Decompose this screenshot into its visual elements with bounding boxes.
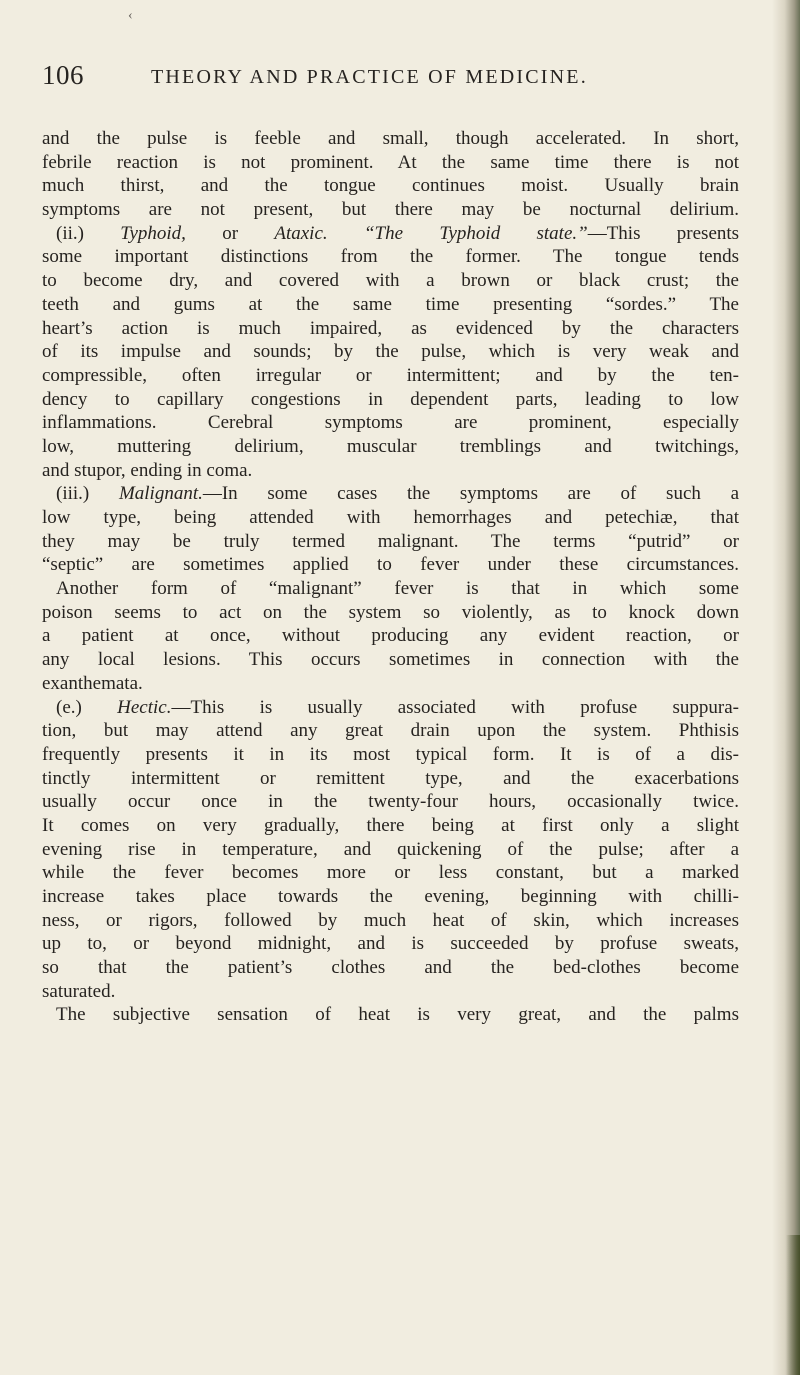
text-line: exanthemata. <box>42 672 143 694</box>
running-head: THEORY AND PRACTICE OF MEDICINE. <box>151 66 588 88</box>
page-header <box>42 60 742 100</box>
text-line: compressible, often irregular or intermittent; and by the ten- <box>42 364 739 386</box>
text-line: while the fever becomes more or less constant, but a marked <box>42 862 739 884</box>
page-edge-shadow <box>772 0 800 1375</box>
text-line: they may be truly termed malignant. The terms “putrid” or <box>42 530 739 552</box>
section-title-italic: Hectic. <box>117 696 172 718</box>
text-line: ness, or rigors, followed by much heat of skin, which increases <box>42 909 739 931</box>
text-line: much thirst, and the tongue continues moist. Usually brain <box>42 175 739 197</box>
body-text <box>42 127 739 1027</box>
section-heading-line-typhoid <box>42 222 739 246</box>
text-line: to become dry, and covered with a brown or black crust; the <box>42 270 739 292</box>
connector-word: or <box>222 222 239 244</box>
text-line: low type, being attended with hemorrhages and petechiæ, that <box>42 507 739 528</box>
text-line: symptoms are not present, but there may be nocturnal delirium. <box>42 199 739 221</box>
text-line: of its impulse and sounds; by the pulse, which is very weak and <box>42 341 739 363</box>
text-line: and stupor, ending in coma. <box>42 459 253 481</box>
section-label: (e.) <box>56 696 82 718</box>
text-line: up to, or beyond midnight, and is succeeded by profuse sweats, <box>42 933 739 955</box>
section-lead-text: —In some cases the symptoms are of such a <box>202 483 739 505</box>
text-line: teeth and gums at the same time presenting “sordes.” The <box>42 293 739 315</box>
text-line: It comes on very gradually, there being at first only a slight <box>42 814 739 836</box>
section-label: (iii.) <box>56 483 90 505</box>
section-lead-text: —This is usually associated with profuse suppura- <box>171 696 740 718</box>
text-line: some important distinctions from the former. The tongue tends <box>42 246 739 268</box>
text-line: febrile reaction is not prominent. At the same time there is not <box>42 151 739 173</box>
text-line: evening rise in temperature, and quickening of the pulse; after a <box>42 838 739 860</box>
top-mark: ‹ <box>128 8 133 23</box>
text-line: a patient at once, without producing any evident reaction, or <box>42 625 739 647</box>
section-title-italic: Typhoid, <box>120 222 186 244</box>
text-line: heart’s action is much impaired, as evidenced by the characters <box>42 317 739 339</box>
text-line: dency to capillary congestions in dependent parts, leading to low <box>42 388 739 410</box>
text-line: inflammations. Cerebral symptoms are prominent, especially <box>42 412 739 434</box>
text-line: tinctly intermittent or remittent type, and the exacerbations <box>42 767 739 789</box>
section-title-italic: “The Typhoid state.” <box>363 222 588 244</box>
section-title-italic: Ataxic. <box>274 222 328 244</box>
section-heading-line-malignant <box>42 482 739 506</box>
section-title-italic: Malignant. <box>118 483 203 505</box>
text-line: low, muttering delirium, muscular tremblings and twitchings, <box>42 435 739 457</box>
text-line: so that the patient’s clothes and the bed-clothes become <box>42 957 739 979</box>
text-line: tion, but may attend any great drain upon the system. Phthisis <box>42 720 739 742</box>
text-line: usually occur once in the twenty-four hours, occasionally twice. <box>42 791 739 813</box>
text-line: saturated. <box>42 980 116 1002</box>
text-line: The subjective sensation of heat is very great, and the palms <box>56 1004 739 1026</box>
text-line: increase takes place towards the evening, beginning with chilli- <box>42 886 739 907</box>
page-edge-shadow-bottom <box>786 1235 800 1375</box>
text-line: Another form of “malignant” fever is that in which some <box>56 578 739 600</box>
section-lead-text: —This presents <box>587 222 740 244</box>
text-line: any local lesions. This occurs sometimes in connection with the <box>42 649 739 671</box>
page-number: 106 <box>42 60 84 90</box>
text-line: and the pulse is feeble and small, though accelerated. In short, <box>42 128 739 149</box>
section-heading-line-hectic <box>42 696 739 720</box>
text-line: poison seems to act on the system so violently, as to knock down <box>42 601 739 623</box>
text-line: “septic” are sometimes applied to fever under these circumstances. <box>42 554 739 576</box>
text-line: frequently presents it in its most typical form. It is of a dis- <box>42 743 739 765</box>
section-label: (ii.) <box>56 222 84 244</box>
